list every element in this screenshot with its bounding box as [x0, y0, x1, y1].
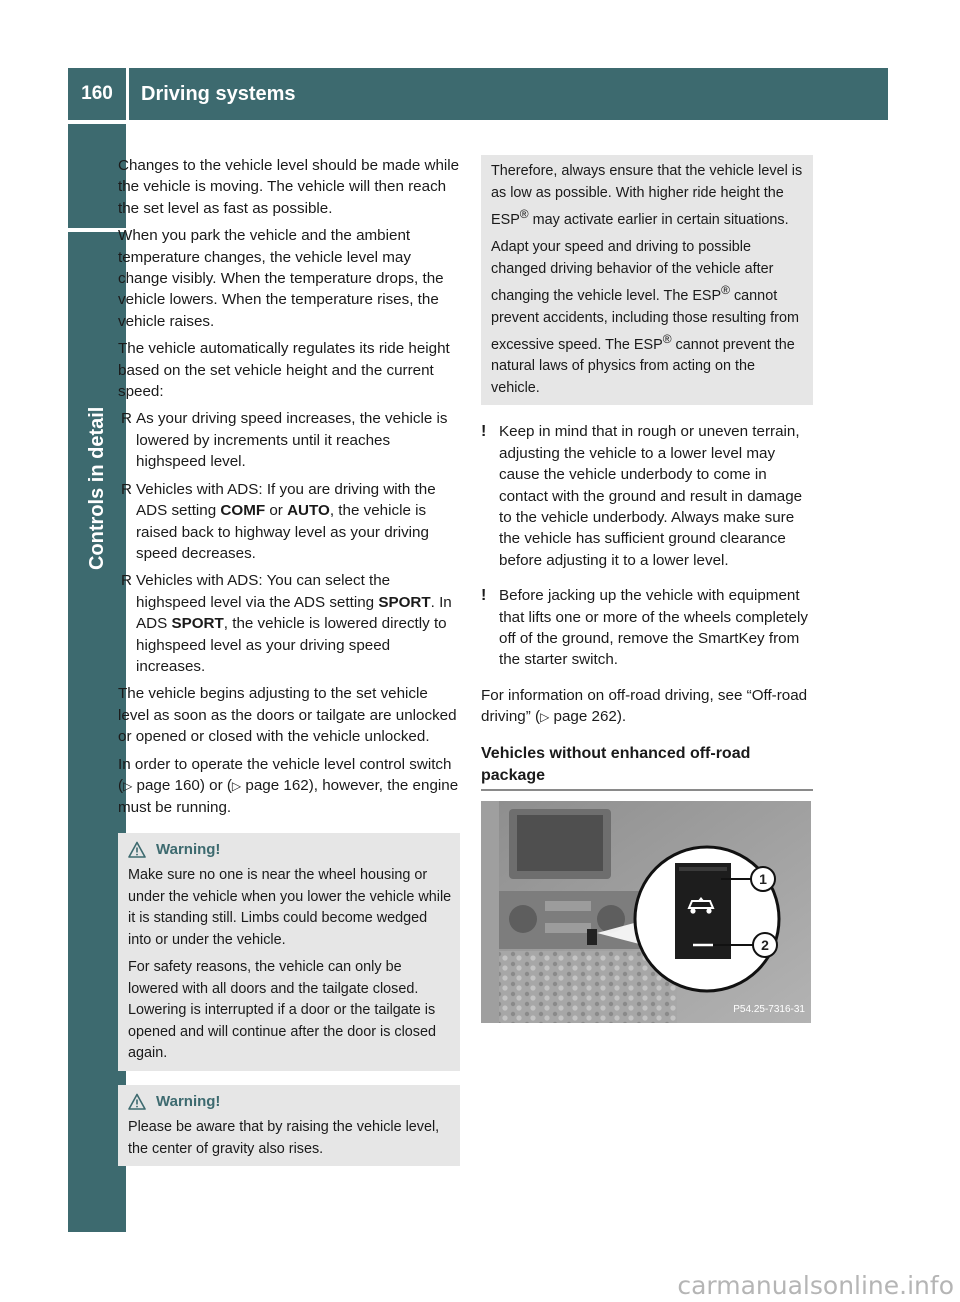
paragraph — [118, 754, 460, 819]
list-item — [118, 479, 460, 565]
list-item — [118, 408, 460, 472]
registered-mark: ® — [721, 283, 730, 298]
warning-text-part: Adapt your speed and driving to possible changed driving behavior of the vehicle after changing the vehicle level. The ESP — [491, 239, 774, 305]
warning-title: Warning! — [156, 840, 221, 858]
bullet-marker: R — [121, 572, 132, 590]
right-column — [481, 155, 813, 1023]
header-divider — [126, 68, 129, 120]
warning-continuation-box — [481, 155, 813, 405]
caution-note — [481, 585, 813, 671]
paragraph: The vehicle automatically regulates its ride height based on the set vehicle height and the current speed: — [118, 340, 450, 401]
warning-text — [491, 237, 805, 399]
registered-mark: ® — [519, 207, 529, 221]
page-number: 160 — [68, 68, 126, 120]
page-ref-link[interactable]: page 162), however, the engine must be running. — [118, 776, 459, 817]
figure-code: P54.25-7316-31 — [733, 1004, 805, 1016]
ads-setting-comf: COMF — [220, 502, 266, 520]
warning-box — [118, 1085, 460, 1167]
caution-icon: ! — [481, 587, 487, 605]
warning-header — [128, 839, 452, 861]
paragraph — [481, 685, 813, 729]
list-item-text: , the vehicle is raised back to highway level as your driving speed decreases. — [136, 502, 429, 562]
list-item-text: or — [265, 502, 288, 520]
list-item-text: Vehicles with ADS: If you are driving with the ADS setting — [136, 480, 436, 520]
page-title: Driving systems — [141, 83, 296, 105]
section-label: Controls in detail — [86, 406, 108, 570]
callout-2: 2 — [761, 936, 769, 953]
list-item-text: Vehicles with ADS: You can select the highspeed level via the ADS setting — [136, 572, 391, 611]
paragraph: Changes to the vehicle level should be made while the vehicle is moving. The vehicle will then reach the set level as fast as possible. — [118, 157, 460, 217]
ads-setting-sport: SPORT — [171, 615, 224, 633]
paragraph: The vehicle begins adjusting to the set vehicle level as soon as the doors or tailgate are unlocked or opened or closed with the vehicle unlocked. — [118, 685, 457, 746]
caution-icon: ! — [481, 423, 487, 441]
caution-text: Keep in mind that in rough or uneven terrain, adjusting the vehicle to a lower level may cause the vehicle underbody to come in contact with the ground and result in damage to the vehicle underbody. Always make sure the vehicle has sufficient ground clearance before adjusting it to a lower level. — [499, 423, 803, 569]
list-item — [118, 570, 460, 677]
page-ref-arrow-icon: ▷ — [231, 778, 242, 793]
warning-text: Make sure no one is near the wheel housing or under the vehicle when you lower the vehicle while it is standing still. Limbs could become wedged into or under the vehicle. — [128, 867, 452, 948]
warning-text-part: cannot prevent accidents, including those resulting from excessive speed. The ESP — [491, 288, 799, 353]
warning-text: Please be aware that by raising the vehicle level, the center of gravity also rises. — [128, 1119, 440, 1157]
caution-text: Before jacking up the vehicle with equipment that lifts one or more of the wheels completely off of the ground, remove the SmartKey from the starter switch. — [499, 587, 808, 669]
list-item-text: , the vehicle is lowered directly to highspeed level as your driving speed increases. — [136, 615, 447, 675]
ads-setting-auto: AUTO — [287, 502, 330, 520]
dashboard-photo — [481, 801, 811, 1023]
warning-box — [118, 833, 460, 1071]
warning-text-part: may activate earlier in certain situations. — [528, 211, 789, 228]
page-ref-link[interactable]: page 160) or ( — [132, 776, 232, 794]
list-item-text: As your driving speed increases, the vehicle is lowered by increments until it reaches highspeed level. — [136, 410, 448, 471]
warning-title: Warning! — [156, 1092, 221, 1110]
callout-1: 1 — [759, 870, 767, 887]
page-ref-arrow-icon: ▷ — [123, 778, 133, 793]
warning-text-part: cannot prevent the natural laws of physics from acting on the vehicle. — [491, 336, 795, 396]
warning-triangle-icon — [128, 841, 146, 859]
list-item-text: . In ADS — [136, 593, 452, 633]
bullet-marker: R — [121, 480, 132, 498]
warning-text-part: Therefore, always ensure that the vehicle level is as low as possible. With higher ride height the ESP — [491, 163, 803, 228]
left-column — [118, 155, 460, 1166]
paragraph: When you park the vehicle and the ambient temperature changes, the vehicle level may change visibly. When the temperature drops, the vehicle lowers. When the temperature rises, the vehicle raises. — [118, 227, 444, 330]
ads-setting-sport: SPORT — [378, 593, 431, 611]
paragraph-text: For information on off-road driving, see “Off-road driving” ( — [481, 686, 808, 726]
dashboard-illustration — [481, 801, 811, 1023]
bullet-marker: R — [121, 410, 132, 428]
page-ref-arrow-icon: ▷ — [540, 710, 550, 725]
warning-header — [128, 1091, 452, 1113]
page-ref-link[interactable]: page 262). — [549, 708, 627, 726]
warning-text — [491, 161, 805, 231]
watermark: carmanualsonline.info — [677, 1271, 954, 1300]
warning-text: For safety reasons, the vehicle can only be lowered with all doors and the tailgate closed. Lowering is interrupted if a door or the tailgate is opened and will continue after the door is closed again. — [128, 959, 437, 1062]
registered-mark: ® — [662, 332, 672, 347]
paragraph-text: In order to operate the vehicle level control switch ( — [118, 755, 452, 794]
caution-note — [481, 421, 813, 571]
warning-triangle-icon — [128, 1093, 146, 1111]
subheading: Vehicles without enhanced off-road package — [481, 743, 813, 791]
